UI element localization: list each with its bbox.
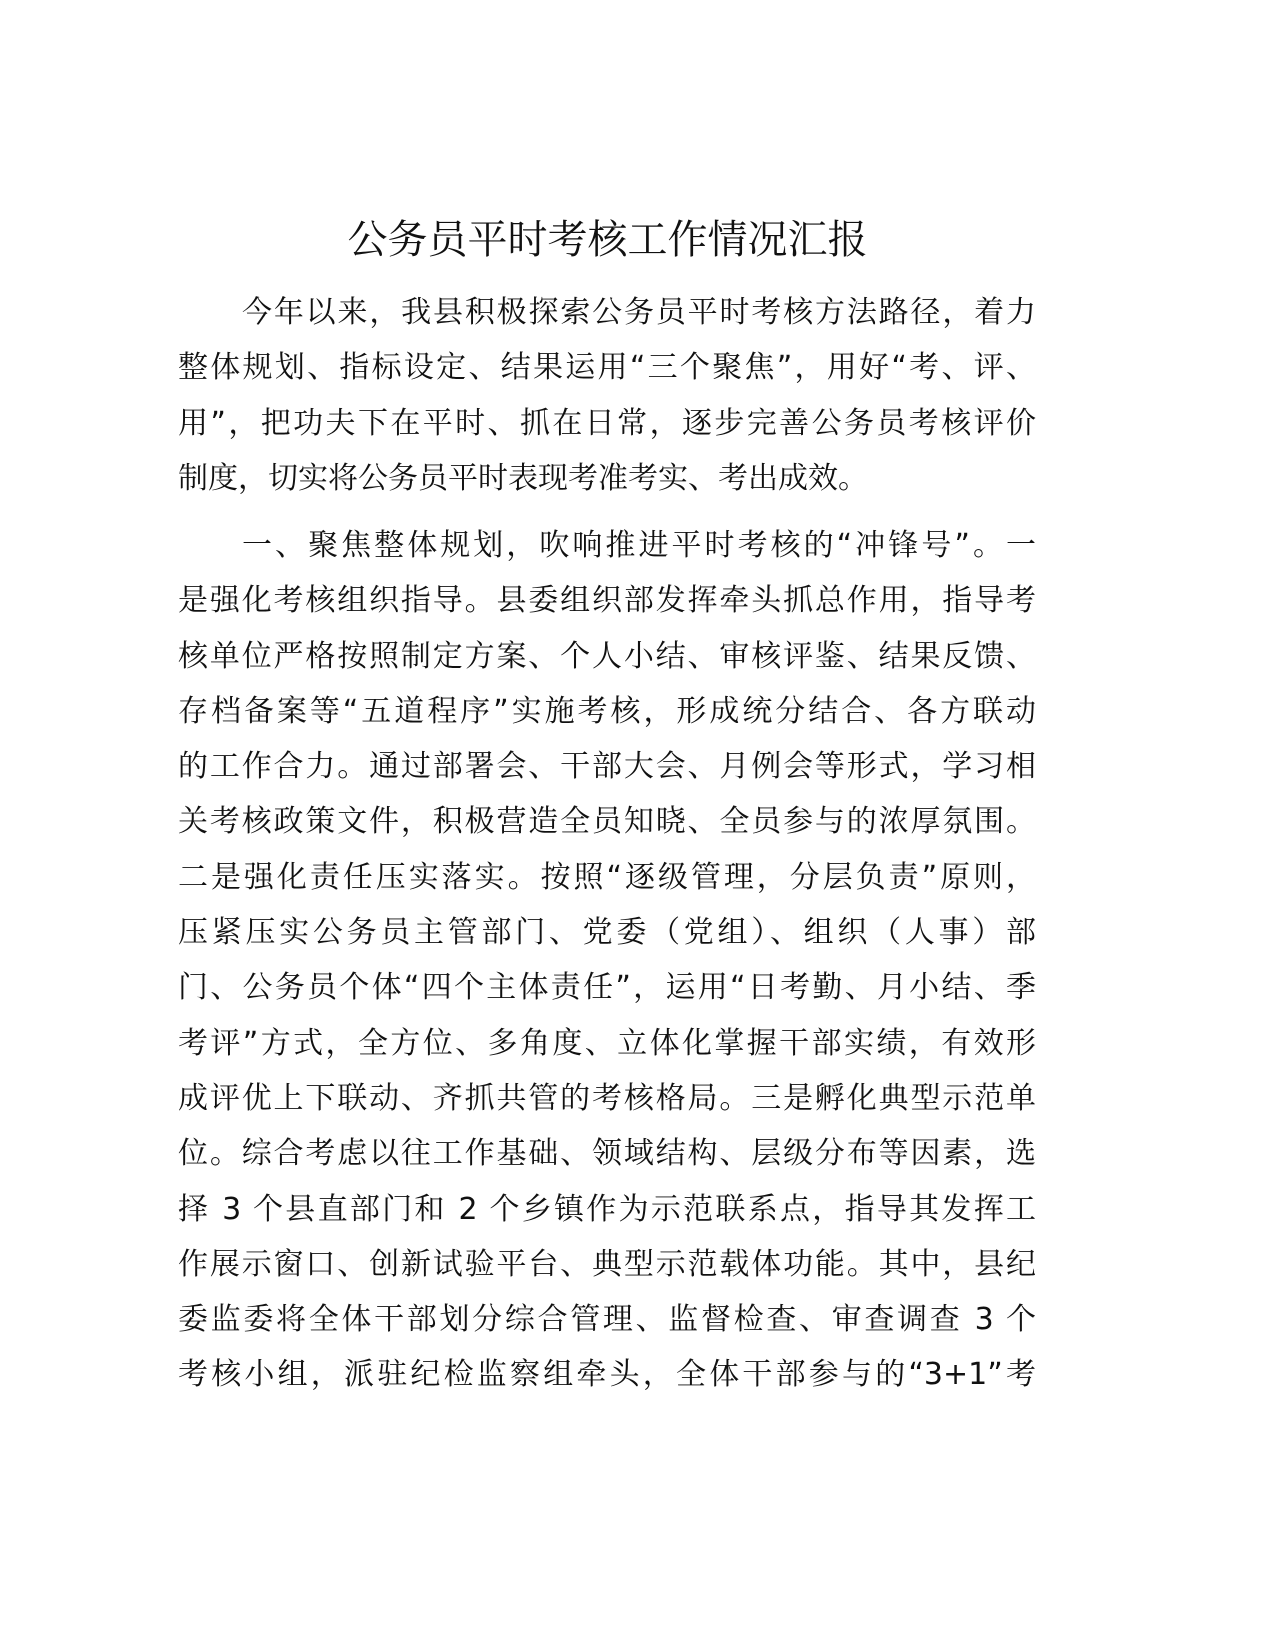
text-line: 是强化考核组织指导。县委组织部发挥牵头抓总作用，指导考 [178,583,1036,619]
text-line: 考评”方式，全方位、多角度、立体化掌握干部实绩，有效形 [178,1025,1036,1061]
text-line: 一、聚焦整体规划，吹响推进平时考核的“冲锋号”。一 [242,528,1036,563]
text-line: 的工作合力。通过部署会、干部大会、月例会等形式，学习相 [178,749,1036,785]
text-line: 今年以来，我县积极探索公务员平时考核方法路径，着力 [242,295,1036,330]
text-line: 委监委将全体干部划分综合管理、监督检查、审查调查 3 个 [178,1302,1036,1338]
text-line: 作展示窗口、创新试验平台、典型示范载体功能。其中，县纪 [178,1246,1036,1282]
text-line: 成评优上下联动、齐抓共管的考核格局。三是孵化典型示范单 [178,1080,1036,1116]
text-line: 二是强化责任压实落实。按照“逐级管理，分层负责”原则， [178,859,1036,895]
document-title: 公务员平时考核工作情况汇报 [347,217,868,263]
text-line: 位。综合考虑以往工作基础、领域结构、层级分布等因素，选 [178,1136,1036,1172]
text-line: 考核小组，派驻纪检监察组牵头，全体干部参与的“3+1”考 [178,1357,1036,1393]
text-line: 用”，把功夫下在平时、抓在日常，逐步完善公务员考核评价 [178,405,1036,441]
text-line: 关考核政策文件，积极营造全员知晓、全员参与的浓厚氛围。 [178,804,1036,840]
text-line: 整体规划、指标设定、结果运用“三个聚焦”，用好“考、评、 [178,350,1036,386]
text-line: 存档备案等“五道程序”实施考核，形成统分结合、各方联动 [178,693,1036,729]
text-line: 压紧压实公务员主管部门、党委（党组）、组织（人事）部 [178,915,1036,951]
text-line: 择 3 个县直部门和 2 个乡镇作为示范联系点，指导其发挥工 [178,1191,1036,1227]
text-line: 制度，切实将公务员平时表现考准考实、考出成效。 [178,460,868,496]
text-line: 核单位严格按照制定方案、个人小结、审核评鉴、结果反馈、 [178,638,1036,674]
paragraph-section-one [178,518,1036,1403]
paragraph-intro [178,285,1036,506]
text-line: 门、公务员个体“四个主体责任”，运用“日考勤、月小结、季 [178,970,1036,1006]
